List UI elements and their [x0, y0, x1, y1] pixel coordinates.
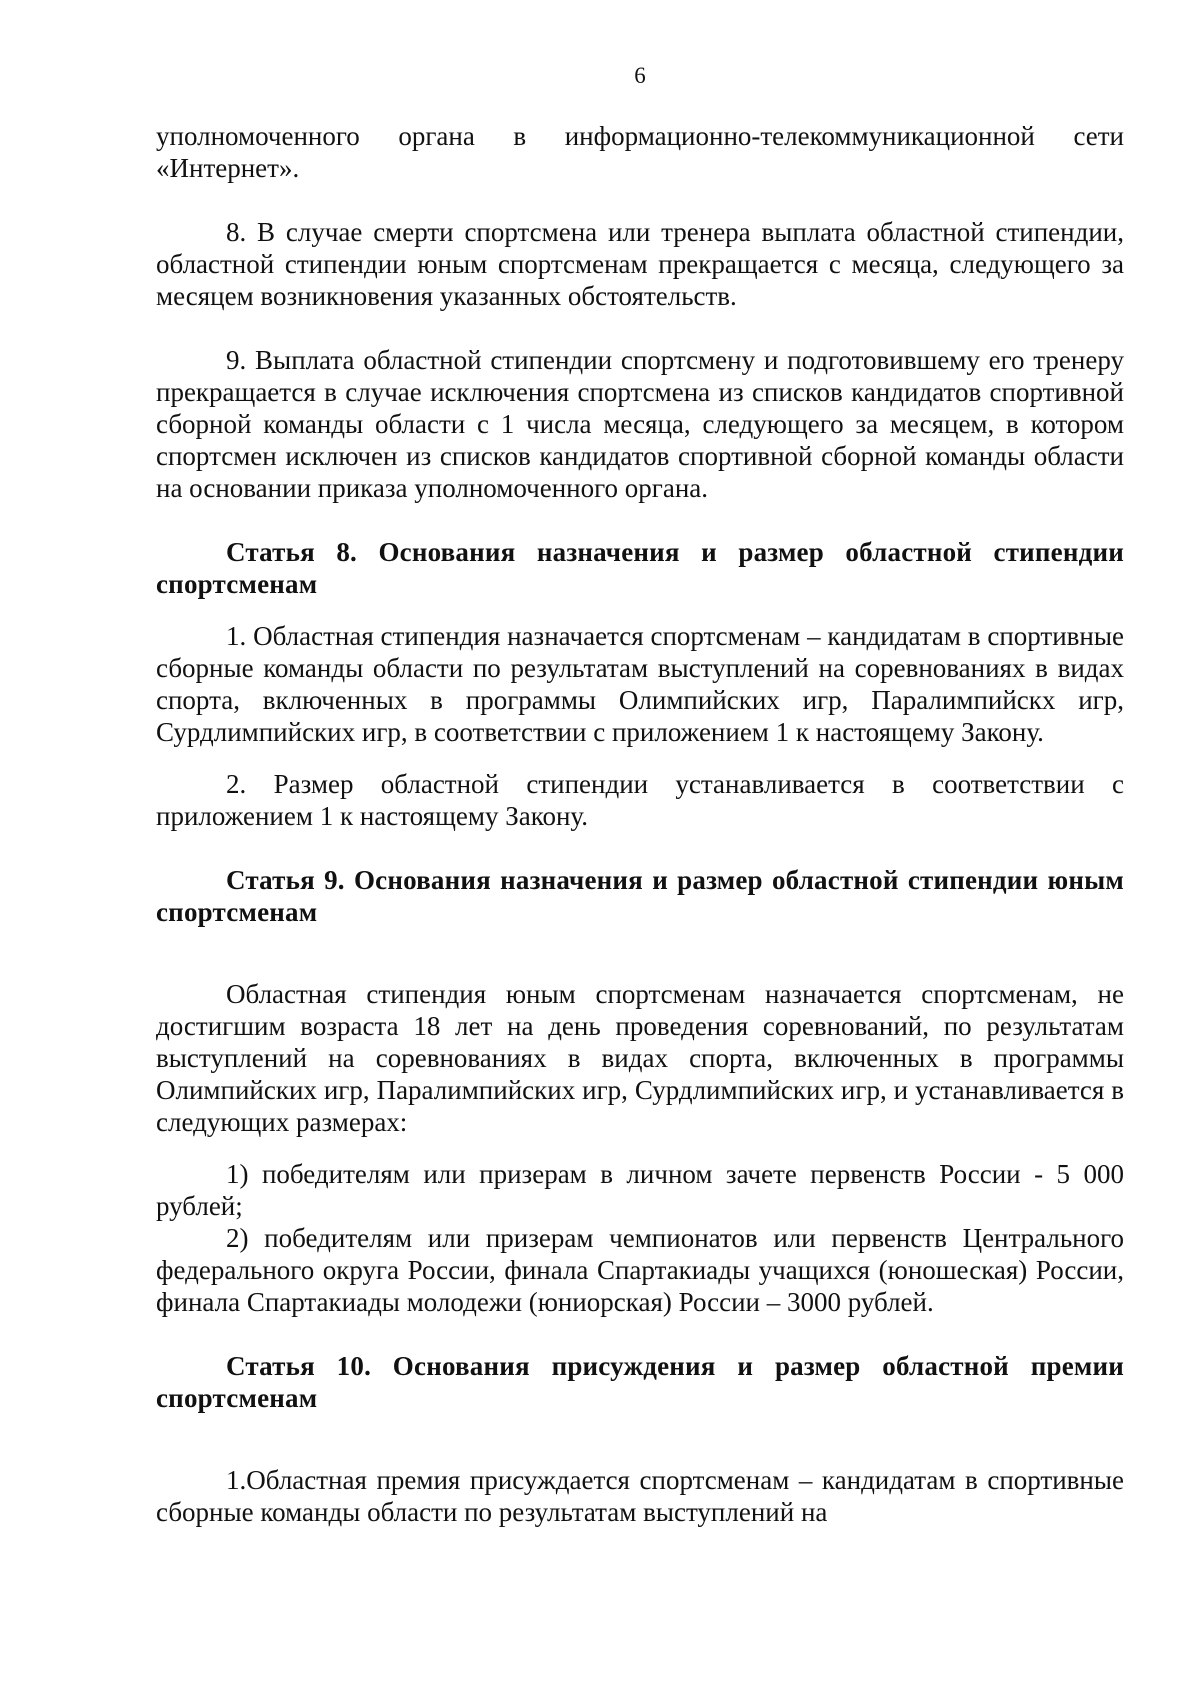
- article-9-heading: Статья 9. Основания назначения и размер областной стипендии юным спортсменам: [156, 865, 1124, 927]
- article-9-list-item-2: 2) победителям или призерам чемпионатов или первенств Центрального федерального округа России, финала Спартакиады учащихся (юношеская) России, финала Спартакиады молодежи (юниорская) России – 3000 рублей.: [156, 1223, 1124, 1317]
- article-9-paragraph-1: Областная стипендия юным спортсменам назначается спортсменам, не достигшим возраста 18 лет на день проведения соревнований, по результатам выступлений на соревнованиях в видах спорта, включенных в программы Олимпийских игр, Паралимпийских игр, Сурдлимпийских игр, и устанавливается в следующих размерах:: [156, 979, 1124, 1137]
- article-10-heading: Статья 10. Основания присуждения и размер областной премии спортсменам: [156, 1351, 1124, 1413]
- article-8-heading: Статья 8. Основания назначения и размер областной стипендии спортсменам: [156, 537, 1124, 599]
- article-8-paragraph-1: 1. Областная стипендия назначается спортсменам – кандидатам в спортивные сборные команды области по результатам выступлений на соревнованиях в видах спорта, включенных в программы Олимпийских игр, Паралимпийскх игр, Сурдлимпийских игр, в соответствии с приложением 1 к настоящему Закону.: [156, 621, 1124, 747]
- article-8-paragraph-2: 2. Размер областной стипендии устанавливается в соответствии с приложением 1 к настоящему Закону.: [156, 769, 1124, 831]
- paragraph-item-9: 9. Выплата областной стипендии спортсмену и подготовившему его тренеру прекращается в случае исключения спортсмена из списков кандидатов спортивной сборной команды области с 1 числа месяца, следующего за месяцем, в котором спортсмен исключен из списков кандидатов спортивной сборной команды области на основании приказа уполномоченного органа.: [156, 345, 1124, 503]
- paragraph-intro-continuation: уполномоченного органа в информационно-телекоммуникационной сети «Интернет».: [156, 121, 1124, 183]
- article-9-list-item-1: 1) победителям или призерам в личном зачете первенств России - 5 000 рублей;: [156, 1159, 1124, 1221]
- paragraph-item-8: 8. В случае смерти спортсмена или тренера выплата областной стипендии, областной стипендии юным спортсменам прекращается с месяца, следующего за месяцем возникновения указанных обстоятельств.: [156, 217, 1124, 311]
- article-10-paragraph-1: 1.Областная премия присуждается спортсменам – кандидатам в спортивные сборные команды области по результатам выступлений на: [156, 1465, 1124, 1527]
- page-number: 6: [634, 63, 646, 88]
